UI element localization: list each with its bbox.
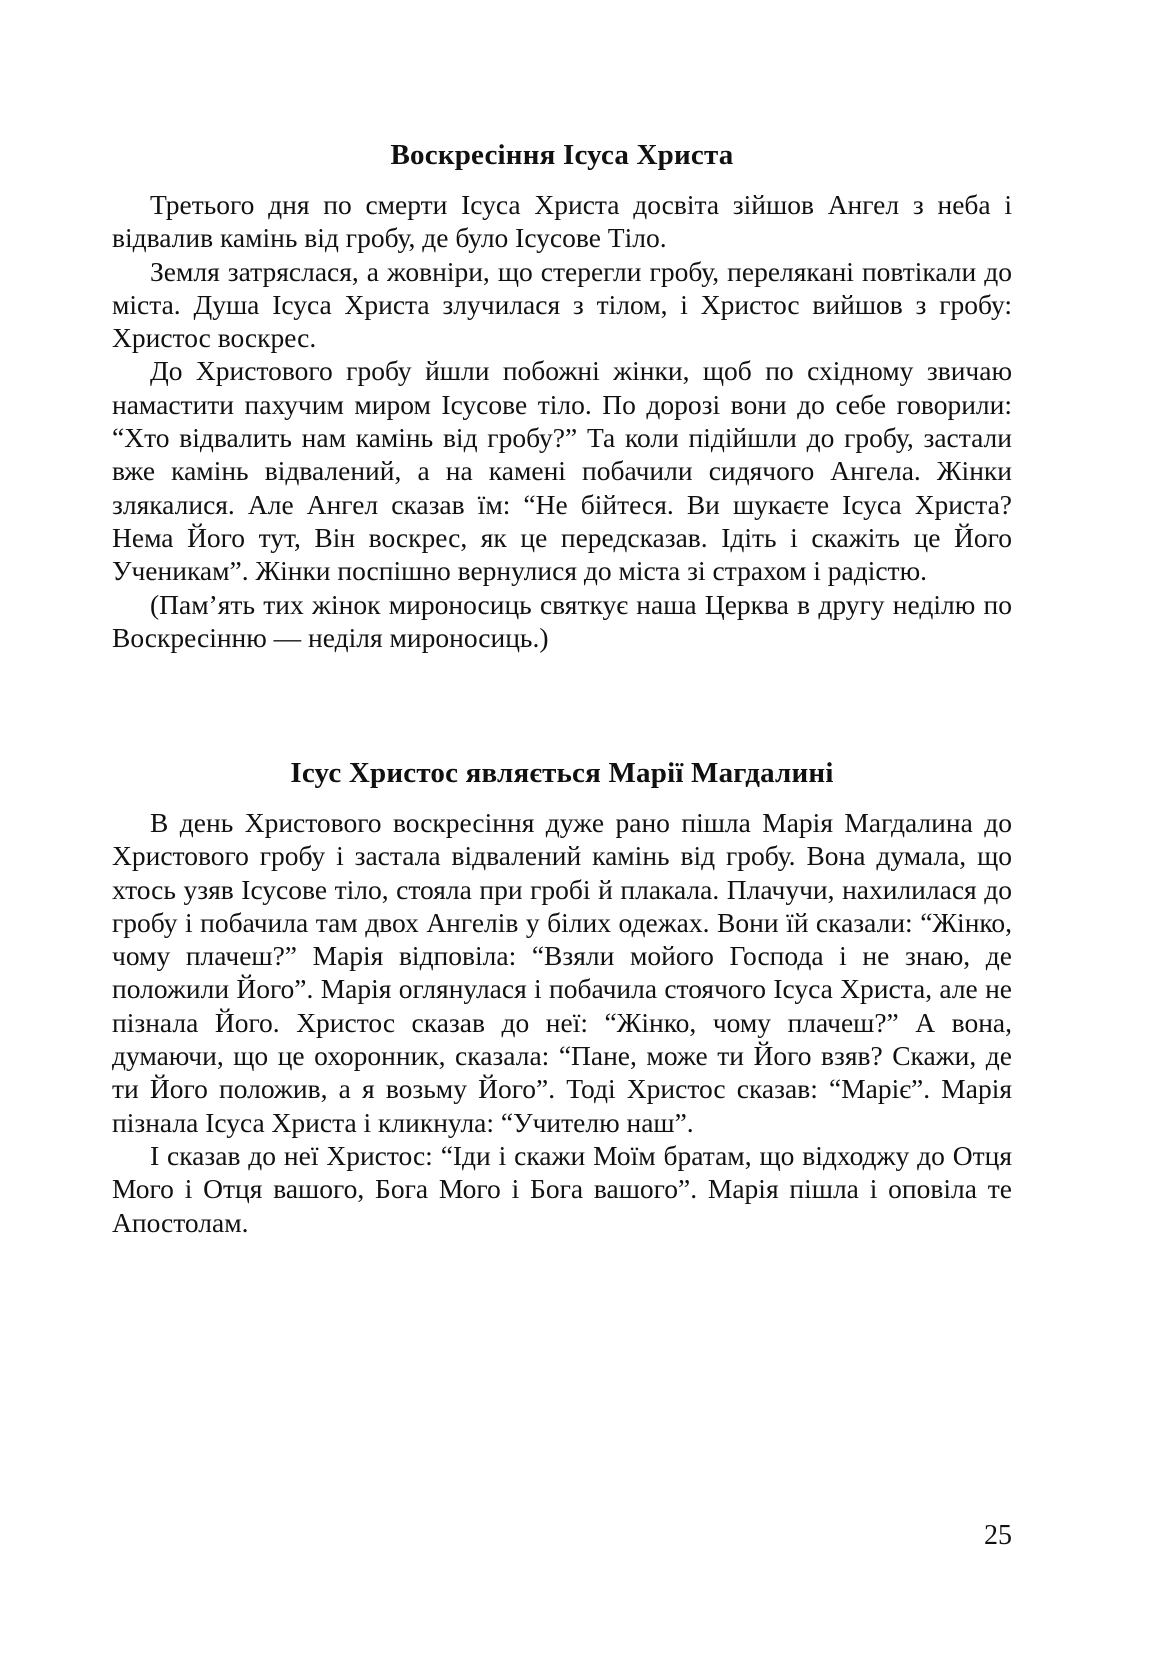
section-resurrection [112,138,1012,654]
paragraph: І сказав до неї Христос: “Іди і скажи Моїм братам, що відходжу до Отця Мого і Отця вашого, Бога Мого і Бога вашого”. Марія пішла і оповіла те Апостолам. [112,1139,1012,1238]
paragraph: Земля затряслася, а жовніри, що стерегли гробу, перелякані повтікали до міста. Душа Ісуса Христа злучилася з тілом, і Христос вийшов з гробу: Христос воскрес. [112,255,1012,354]
section-appearance-to-mary [112,756,1012,1239]
section-title: Ісус Христос являється Марії Магдалині [290,757,834,789]
paragraph: (Пам’ять тих жінок мироносиць святкує наша Церква в другу неділю по Воскресінню — неділя мироносиць.) [112,588,1012,653]
page-number: 25 [984,1520,1012,1551]
paragraph: До Христового гробу йшли побожні жінки, щоб по східному звичаю намастити пахучим миром Ісусове тіло. По дорозі вони до себе говорили: “Хто відвалить нам камінь від гробу?” Та коли підійшли до гробу, застали вже камінь відвалений, а на камені побачили сидячого Ангела. Жінки злякалися. Але Ангел сказав їм: “Не бійтеся. Ви шукаєте Ісуса Христа? Нема Його тут, Він воскрес, як це передсказав. Ідіть і скажіть це Його Ученикам”. Жінки поспішно вернулися до міста зі страхом і радістю. [112,355,1012,587]
paragraph: В день Христового воскресіння дуже рано пішла Марія Магдалина до Христового гробу і застала відвалений камінь від гробу. Вона думала, що хтось узяв Ісусове тіло, стояла при гробі й плакала. Плачучи, нахилилася до гробу і побачила там двох Ангелів у білих одежах. Вони їй сказали: “Жінко, чому плачеш?” Марія відповіла: “Взяли мойого Господа і не знаю, де положили Його”. Марія оглянулася і побачила стоячого Ісуса Христа, але не пізнала Його. Христос сказав до неї: “Жінко, чому плачеш?” А вона, думаючи, що це охоронник, сказала: “Пане, може ти Його взяв? Скажи, де ти Його положив, а я возьму Його”. Тоді Христос сказав: “Маріє”. Марія пізнала Ісуса Христа і кликнула: “Учителю наш”. [112,807,1012,1138]
section-title: Воскресіння Ісуса Христа [390,139,734,171]
paragraph: Третього дня по смерти Ісуса Христа досвіта зійшов Ангел з неба і відвалив камінь від гробу, де було Ісусове Тіло. [112,189,1012,254]
